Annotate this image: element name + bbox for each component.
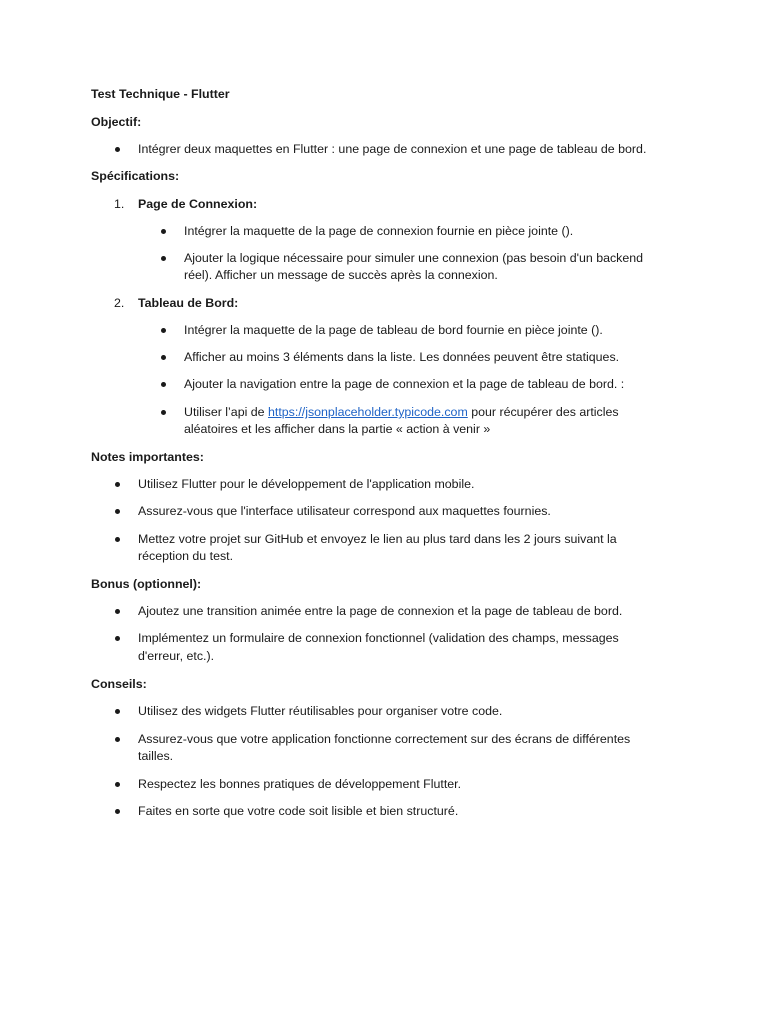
bullet-icon xyxy=(161,382,166,387)
objectif-item: Intégrer deux maquettes en Flutter : une page de connexion et une page de tableau de bord. xyxy=(138,142,647,156)
section-title-tableau: Tableau de Bord: xyxy=(138,296,239,310)
bullet-icon xyxy=(161,355,166,360)
bullet-icon xyxy=(115,609,120,614)
connexion-item: Intégrer la maquette de la page de connexion fournie en pièce jointe (). xyxy=(184,224,574,238)
connexion-item-continued: réel). Afficher un message de succès après la connexion. xyxy=(184,268,498,282)
jsonplaceholder-link[interactable]: https://jsonplaceholder.typicode.com xyxy=(268,405,468,419)
notes-item: Mettez votre projet sur GitHub et envoyez le lien au plus tard dans les 2 jours suivant la xyxy=(138,532,617,546)
notes-item-continued: réception du test. xyxy=(138,549,234,563)
conseils-item: Utilisez des widgets Flutter réutilisables pour organiser votre code. xyxy=(138,704,503,718)
bonus-heading: Bonus (optionnel): xyxy=(91,577,202,591)
bullet-icon xyxy=(161,229,166,234)
conseils-item: Assurez-vous que votre application fonctionne correctement sur des écrans de différentes xyxy=(138,732,631,746)
bullet-icon xyxy=(115,782,120,787)
document-title: Test Technique - Flutter xyxy=(91,87,230,101)
bullet-icon xyxy=(115,482,120,487)
bullet-icon xyxy=(115,537,120,542)
bonus-item: Ajoutez une transition animée entre la page de connexion et la page de tableau de bord. xyxy=(138,604,623,618)
bullet-icon xyxy=(115,509,120,514)
conseils-heading: Conseils: xyxy=(91,677,147,691)
api-item xyxy=(184,404,619,420)
bonus-item: Implémentez un formulaire de connexion fonctionnel (validation des champs, messages xyxy=(138,631,619,645)
bullet-icon xyxy=(115,809,120,814)
bullet-icon xyxy=(161,410,166,415)
api-item-prefix: Utiliser l’api de xyxy=(184,405,269,419)
conseils-item: Faites en sorte que votre code soit lisible et bien structuré. xyxy=(138,804,459,818)
tableau-item: Ajouter la navigation entre la page de connexion et la page de tableau de bord. : xyxy=(184,377,625,391)
bullet-icon xyxy=(161,328,166,333)
notes-item: Assurez-vous que l'interface utilisateur correspond aux maquettes fournies. xyxy=(138,504,551,518)
notes-heading: Notes importantes: xyxy=(91,450,204,464)
bullet-icon xyxy=(115,737,120,742)
connexion-item: Ajouter la logique nécessaire pour simuler une connexion (pas besoin d'un backend xyxy=(184,251,644,265)
notes-item: Utilisez Flutter pour le développement de l'application mobile. xyxy=(138,477,475,491)
bullet-icon xyxy=(161,256,166,261)
tableau-item: Intégrer la maquette de la page de tableau de bord fournie en pièce jointe (). xyxy=(184,323,603,337)
api-item-suffix: pour récupérer des articles xyxy=(467,405,619,419)
specifications-heading: Spécifications: xyxy=(91,169,180,183)
objectif-heading: Objectif: xyxy=(91,115,142,129)
section-number: 2. xyxy=(114,296,125,310)
conseils-item: Respectez les bonnes pratiques de développement Flutter. xyxy=(138,777,462,791)
bonus-item-continued: d'erreur, etc.). xyxy=(138,649,215,663)
conseils-item-continued: tailles. xyxy=(138,749,174,763)
tableau-item: Afficher au moins 3 éléments dans la liste. Les données peuvent être statiques. xyxy=(184,350,620,364)
section-number: 1. xyxy=(114,197,125,211)
api-item-continued: aléatoires et les afficher dans la partie « action à venir » xyxy=(184,422,491,436)
bullet-icon xyxy=(115,147,120,152)
bullet-icon xyxy=(115,709,120,714)
section-title-connexion: Page de Connexion: xyxy=(138,197,258,211)
bullet-icon xyxy=(115,636,120,641)
